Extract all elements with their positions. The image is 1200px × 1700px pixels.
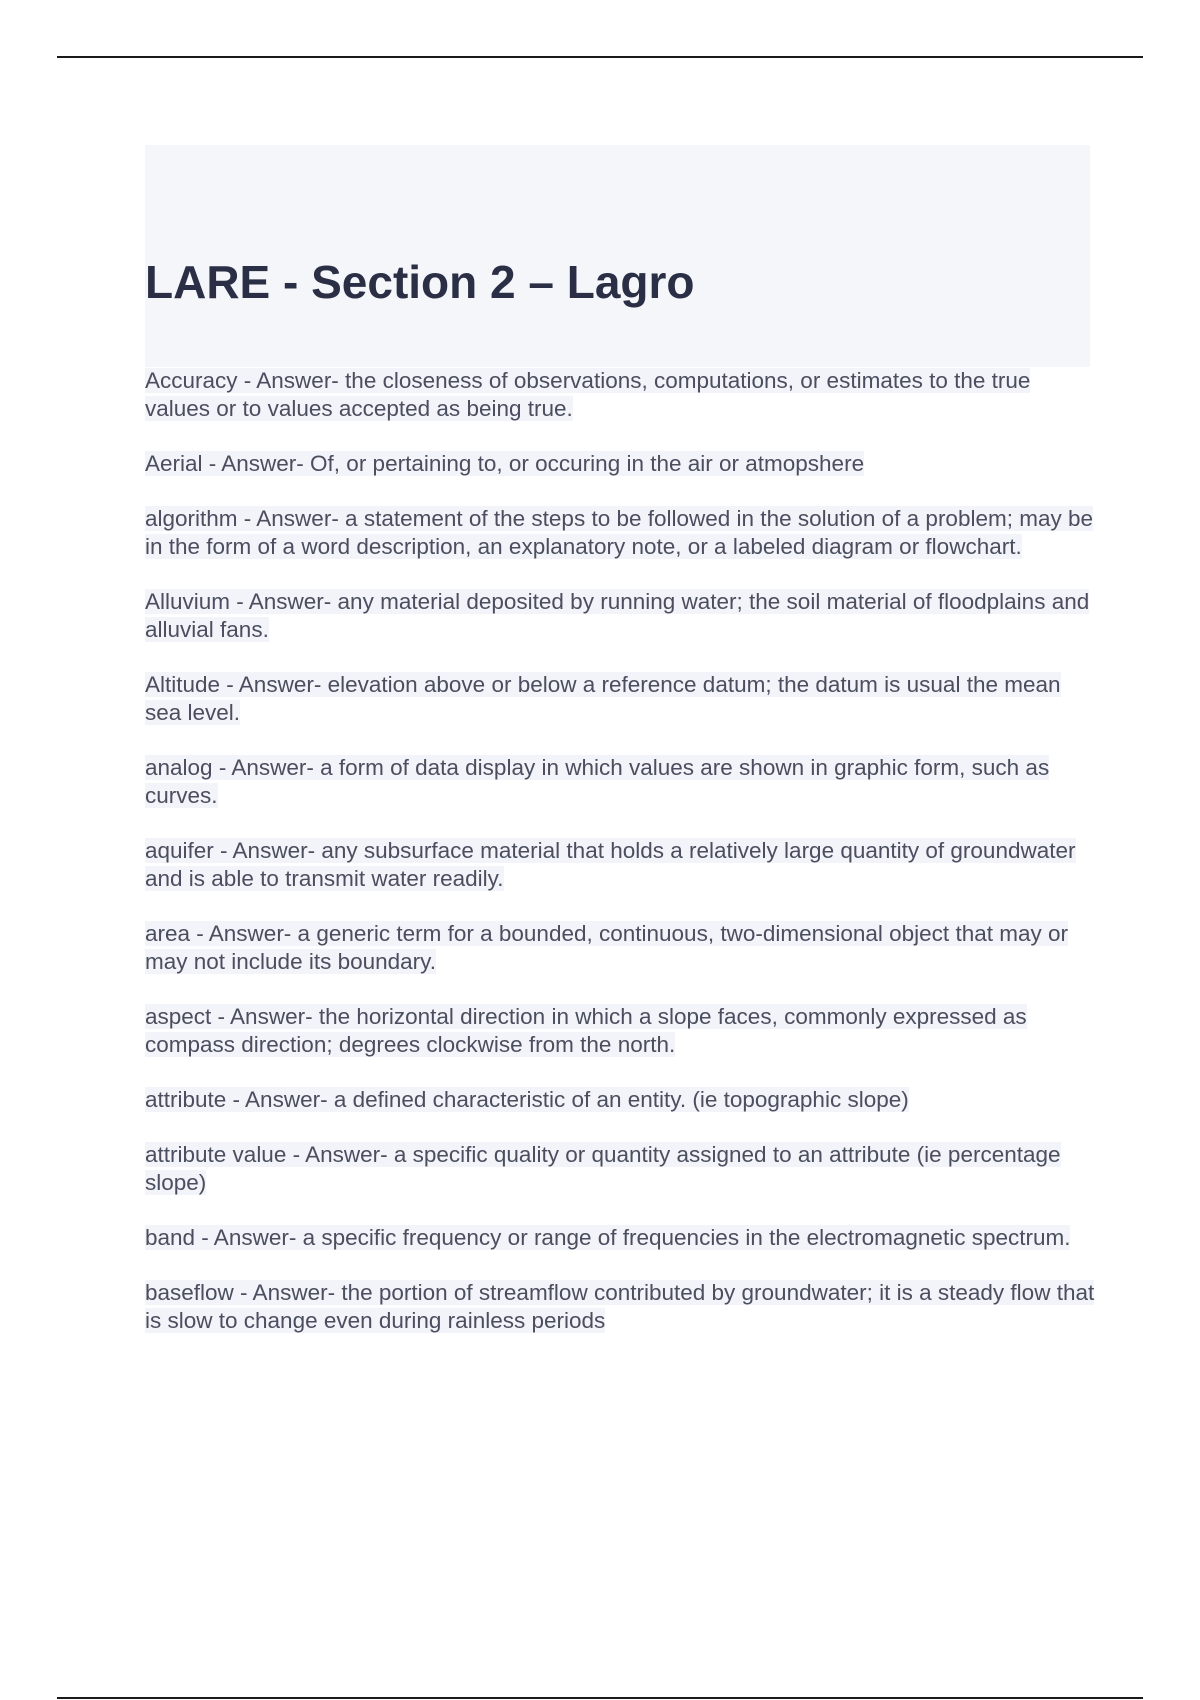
glossary-entry bbox=[145, 920, 1095, 976]
glossary-entry bbox=[145, 505, 1095, 561]
glossary-entry-text: analog - Answer- a form of data display in which values are shown in graphic form, such as curves. bbox=[145, 755, 1050, 808]
glossary-entry-text: area - Answer- a generic term for a bounded, continuous, two-dimensional object that may or may not include its boundary. bbox=[145, 921, 1068, 974]
glossary-list bbox=[145, 367, 1095, 1362]
glossary-entry bbox=[145, 754, 1095, 810]
glossary-entry-text: baseflow - Answer- the portion of streamflow contributed by groundwater; it is a steady flow that is slow to change even during rainless periods bbox=[145, 1280, 1095, 1333]
glossary-entry-text: band - Answer- a specific frequency or range of frequencies in the electromagnetic spectrum. bbox=[145, 1225, 1071, 1250]
glossary-entry bbox=[145, 450, 1095, 478]
glossary-entry-text: aspect - Answer- the horizontal direction in which a slope faces, commonly expressed as compass direction; degrees clockwise from the north. bbox=[145, 1004, 1027, 1057]
glossary-entry bbox=[145, 1279, 1095, 1335]
glossary-entry-text: Accuracy - Answer- the closeness of observations, computations, or estimates to the true values or to values accepted as being true. bbox=[145, 368, 1031, 421]
glossary-entry-text: attribute value - Answer- a specific quality or quantity assigned to an attribute (ie percentage slope) bbox=[145, 1142, 1061, 1195]
glossary-entry-text: algorithm - Answer- a statement of the steps to be followed in the solution of a problem; may be in the form of a word description, an explanatory note, or a labeled diagram or flowchart. bbox=[145, 506, 1093, 559]
glossary-entry bbox=[145, 1086, 1095, 1114]
glossary-entry-text: Alluvium - Answer- any material deposited by running water; the soil material of floodplains and alluvial fans. bbox=[145, 589, 1090, 642]
glossary-entry bbox=[145, 1003, 1095, 1059]
glossary-entry bbox=[145, 1141, 1095, 1197]
glossary-entry bbox=[145, 1224, 1095, 1252]
glossary-entry bbox=[145, 671, 1095, 727]
glossary-entry bbox=[145, 588, 1095, 644]
glossary-entry-text: aquifer - Answer- any subsurface material that holds a relatively large quantity of groundwater and is able to transmit water readily. bbox=[145, 838, 1076, 891]
glossary-entry bbox=[145, 837, 1095, 893]
glossary-entry-text: Aerial - Answer- Of, or pertaining to, or occuring in the air or atmopshere bbox=[145, 451, 865, 476]
glossary-entry bbox=[145, 367, 1095, 423]
top-rule bbox=[57, 56, 1143, 58]
bottom-rule bbox=[57, 1697, 1143, 1699]
glossary-entry-text: Altitude - Answer- elevation above or below a reference datum; the datum is usual the mean sea level. bbox=[145, 672, 1061, 725]
glossary-entry-text: attribute - Answer- a defined characteristic of an entity. (ie topographic slope) bbox=[145, 1087, 909, 1112]
document-title: LARE - Section 2 – Lagro bbox=[145, 256, 695, 308]
